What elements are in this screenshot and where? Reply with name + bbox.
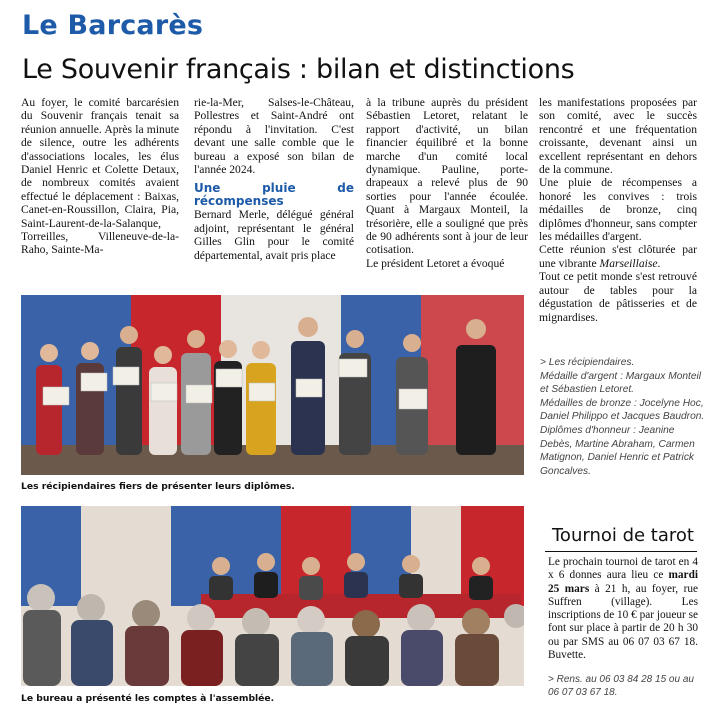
- article-column-3: [366, 96, 528, 270]
- article-column-2: [194, 96, 354, 262]
- photo-assembly: [21, 506, 524, 686]
- subheading: Une pluie de récompenses: [194, 181, 354, 209]
- paragraph: Une pluie de récompenses a honoré les convives : trois médailles de bronze, cinq diplômes d'honneur, sans compter les médailles d'argent.: [539, 176, 697, 244]
- recipients-box: [540, 356, 705, 478]
- article-column-1: [21, 96, 179, 257]
- paragraph: Le président Letoret a évoqué: [366, 256, 505, 270]
- paragraph: Bernard Merle, délégué général adjoint, représentant le général Gilles Glin pour le comité départemental, avait pris place: [194, 208, 354, 262]
- recipients-silver: Médaille d'argent : Margaux Monteil et Sébastien Letoret.: [540, 370, 702, 396]
- paragraph: les manifestations proposées par son comité, avec le succès rencontré et une fréquentation croissante, devenant ainsi un excellent représentant en dehors de la commune.: [539, 96, 697, 177]
- photo-recipients-illustration: [21, 295, 524, 475]
- tarot-contact: > Rens. au 06 03 84 28 15 ou au 06 07 03 67 18.: [548, 674, 694, 698]
- divider: [545, 551, 697, 552]
- article-headline: Le Souvenir français : bilan et distinctions: [22, 54, 575, 85]
- recipients-title: > Les récipiendaires.: [540, 357, 635, 368]
- recipients-bronze: Médailles de bronze : Jocelyne Hoc, Daniel Philippo et Jacques Baudron.: [540, 397, 705, 423]
- paragraph: Tout ce petit monde s'est retrouvé autour de tables pour la dégustation de pâtisseries et de mignardises.: [539, 270, 697, 324]
- paragraph: Cette réunion s'est clôturée par une vibrante Marseillaise.: [539, 243, 697, 270]
- photo-caption: Les récipiendaires fiers de présenter leurs diplômes.: [21, 481, 295, 492]
- photo-recipients: [21, 295, 524, 475]
- recipients-diplomas: Diplômes d'honneur : Jeanine Debès, Martine Abraham, Carmen Matignon, Daniel Henric et Patrick Goncalves.: [540, 424, 695, 477]
- tarot-title: Tournoi de tarot: [552, 525, 694, 546]
- article-column-4: [539, 96, 697, 324]
- paragraph: Au foyer, le comité barcarésien du Souvenir français tenait sa réunion annuelle. Après la minute de silence, outre les adhérents d'associations locales, les élus Daniel Henric et Colette Detaux, de nombreux comités avaient effectué le déplacement : Baixas, Canet-en-Roussillon, Claira, Pia, Saint-Laurent-de-la-Salanque, Torreilles, Villeneuve-de-la-Raho, Sainte-Ma-: [21, 96, 179, 257]
- paragraph: à la tribune auprès du président Sébastien Letoret, relatant le rapport d'activité, un bilan financier équilibré et la bonne marche d'un comité local dynamique. Pauline, porte-drapeaux a relevé plus de 90 sorties pour l'année écoulée. Quant à Margaux Monteil, la trésorière, elle a souligné que près de 90 adhérents sont à jour de leur cotisation.: [366, 96, 528, 257]
- paragraph: rie-la-Mer, Salses-le-Château, Pollestres et Saint-André ont répondu à l'invitation. C'est devant une salle comble que le bureau a exposé son bilan de l'année 2024.: [194, 96, 354, 177]
- photo-assembly-illustration: [21, 506, 524, 686]
- tarot-body: Le prochain tournoi de tarot en 4 x 6 donnes aura lieu ce mardi 25 mars à 21 h, au foyer, rue Suffren (village). Les inscriptions de 10 € par joueur se font sur place à partir de 20 h 30 ou par SMS au 06 07 03 67 18. Buvette.: [548, 556, 698, 662]
- section-title: Le Barcarès: [22, 10, 204, 41]
- photo-caption: Le bureau a présenté les comptes à l'assemblée.: [21, 693, 275, 704]
